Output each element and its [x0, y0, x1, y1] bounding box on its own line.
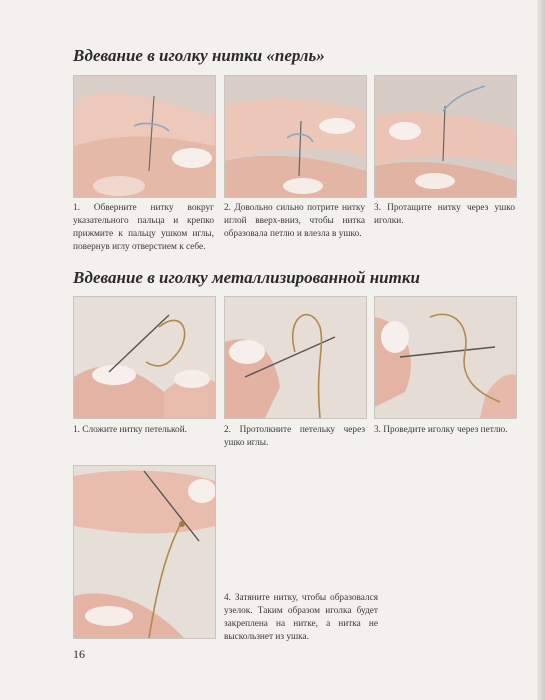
caption-step-metallic-2: 2. Протолкните петельку через ушко иглы. [224, 425, 365, 448]
photo-step-metallic-4 [73, 465, 216, 639]
caption-step-metallic-3: 3. Проведите иголку через петлю. [374, 425, 508, 435]
section-title-metallic: Вдевание в иголку металлизированной нитки [73, 268, 420, 287]
section-title-perl: Вдевание в иголку нитки «перль» [73, 46, 325, 65]
photo-step-perl-3 [374, 75, 517, 198]
caption-step-perl-3: 3. Протащите нитку через ушко иголки. [374, 203, 515, 226]
photo-step-perl-1 [73, 75, 216, 198]
page-edge [537, 0, 545, 700]
page-number: 16 [73, 647, 85, 661]
photo-step-metallic-2 [224, 296, 367, 419]
caption-step-perl-2: 2. Довольно сильно потрите нитку иглой вверх-вниз, чтобы нитка образовала петлю и влезла в ушко. [224, 203, 365, 239]
photo-step-metallic-1 [73, 296, 216, 419]
caption-step-perl-1: 1. Обверните нитку вокруг указательного пальца и крепко прижмите к пальцу ушком иглы, повернув иглу отверстием к себе. [73, 203, 214, 252]
caption-step-metallic-4: 4. Затяните нитку, чтобы образовался узелок. Таким образом иголка будет закреплена на нитке, а нитка не выскользнет из ушка. [224, 593, 378, 642]
photo-step-metallic-3 [374, 296, 517, 419]
caption-step-metallic-1: 1. Сложите нитку петелькой. [73, 425, 187, 435]
photo-step-perl-2 [224, 75, 367, 198]
